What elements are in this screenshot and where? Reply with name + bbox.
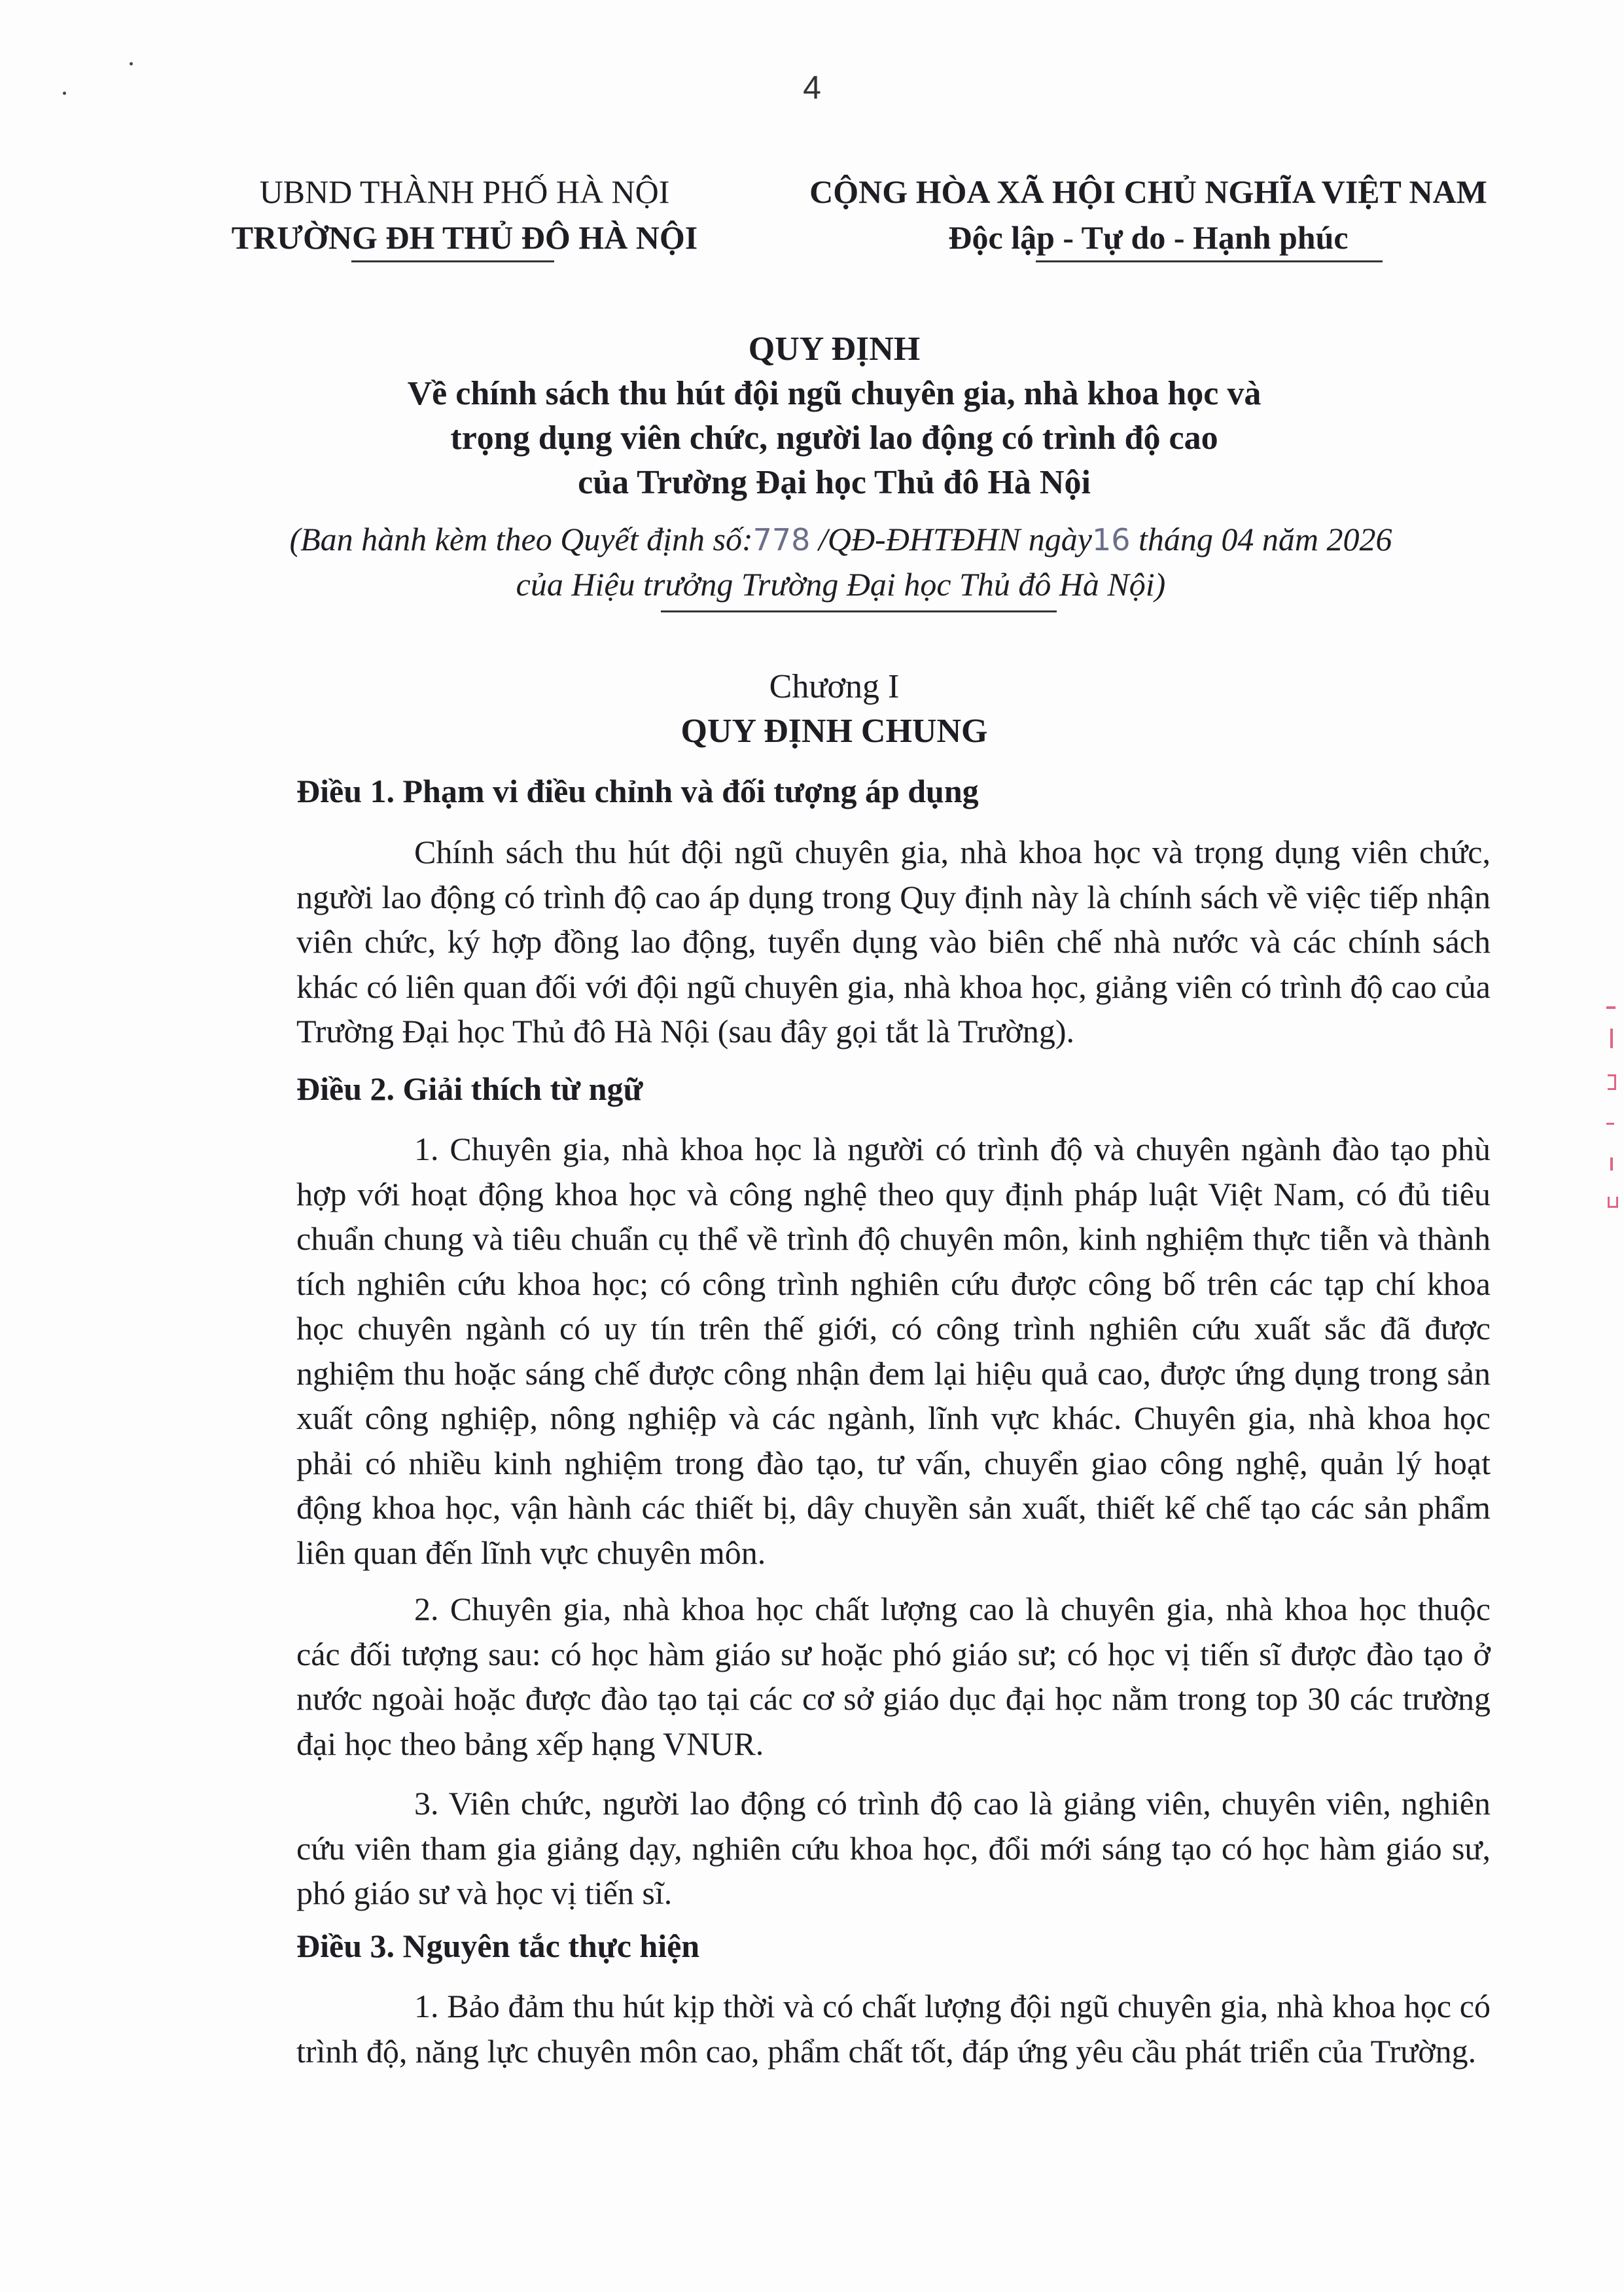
issuance-day-handwritten: 16 [1091,522,1131,557]
title-heading: QUY ĐỊNH [748,330,921,368]
authority-underline [351,260,554,262]
article-2-paragraph-2 [296,1587,1491,1766]
issuance-note [190,517,1492,607]
chapter-label: Chương I [769,668,900,705]
article-3-item-1-text: 1. Bảo đảm thu hút kịp thời và có chất lượng đội ngũ chuyên gia, nhà khoa học có trình độ, năng lực chuyên môn cao, phẩm chất tốt, đáp ứng yêu cầu phát triển của Trường. [296,1988,1491,2070]
page-number: 4 [803,69,821,106]
article-1-heading: Điều 1. Phạm vi điều chỉnh và đối tượng áp dụng [296,773,979,809]
article-1-text: Chính sách thu hút đội ngũ chuyên gia, nhà khoa học và trọng dụng viên chức, người lao động có trình độ cao áp dụng trong Quy định này là chính sách về việc tiếp nhận viên chức, ký hợp đồng lao động, tuyển dụng vào biên chế nhà nước và các chính sách khác có liên quan đối với đội ngũ chuyên gia, nhà khoa học, giảng viên có trình độ cao của Trường Đại học Thủ đô Hà Nội (sau đây gọi tắt là Trường). [296,834,1491,1049]
country-name: CỘNG HÒA XÃ HỘI CHỦ NGHĨA VIỆT NAM [809,173,1487,210]
authority-line-1: UBND THÀNH PHỐ HÀ NỘI [259,173,670,210]
scan-speck [63,92,66,95]
issuance-underline [661,610,1057,612]
decision-number-handwritten: 778 [752,522,811,557]
article-2-item-2-text: 2. Chuyên gia, nhà khoa học chất lượng cao là chuyên gia, nhà khoa học thuộc các đối tượng sau: có học hàm giáo sư hoặc phó giáo sư; có học vị tiến sĩ được đào tạo ở nước ngoài hoặc được đào tạo tại các cơ sở giáo dục đại học nằm trong top 30 các trường đại học theo bảng xếp hạng VNUR. [296,1591,1491,1762]
motto-underline [1036,260,1383,262]
title-line-2: trọng dụng viên chức, người lao động có trình độ cao [450,419,1218,457]
issuance-line-1 [190,517,1492,562]
issuance-suffix: tháng 04 năm 2026 [1130,521,1392,557]
document-title [196,327,1472,505]
authority-line-2: TRƯỜNG ĐH THỦ ĐÔ HÀ NỘI [231,219,698,256]
article-2-item-1-text: 1. Chuyên gia, nhà khoa học là người có trình độ và chuyên ngành đào tạo phù hợp với hoạt động khoa học và công nghệ theo quy định pháp luật Việt Nam, có đủ tiêu chuẩn chung và tiêu chuẩn cụ thể về trình độ chuyên môn, kinh nghiệm thực tiễn và thành tích nghiên cứu khoa học; có công trình nghiên cứu được công bố trên các tạp chí khoa học chuyên ngành có uy tín trên thế giới, có công trình nghiên cứu xuất sắc đã được nghiệm thu hoặc sáng chế được công nhận đem lại hiệu quả cao, được ứng dụng trong sản xuất công nghiệp, nông nghiệp và các ngành, lĩnh vực khác. Chuyên gia, nhà khoa học phải có nhiều kinh nghiệm trong đào tạo, tư vấn, chuyển giao công nghệ, quản lý hoạt động khoa học, vận hành các thiết bị, dây chuyền sản xuất, thiết kế chế tạo các sản phẩm liên quan đến lĩnh vực chuyên môn. [296,1131,1491,1571]
article-2-paragraph-3 [296,1781,1491,1916]
chapter-heading [196,665,1472,754]
issuance-line-2: của Hiệu trưởng Trường Đại học Thủ đô Hà Nội) [516,566,1166,603]
article-2-paragraph-1 [296,1127,1491,1575]
article-2-item-3-text: 3. Viên chức, người lao động có trình độ cao là giảng viên, chuyên viên, nghiên cứu viên tham gia giảng dạy, nghiên cứu khoa học, đổi mới sáng tạo có học hàm giáo sư, phó giáo sư và học vị tiến sĩ. [296,1785,1491,1911]
scan-speck [130,62,133,65]
article-1-paragraph [296,830,1491,1054]
article-3-paragraph-1 [296,1984,1491,2073]
stamp-edge-mark [1606,1001,1618,1241]
chapter-name: QUY ĐỊNH CHUNG [680,713,988,750]
motto: Độc lập - Tự do - Hạnh phúc [948,219,1349,256]
title-line-3: của Trường Đại học Thủ đô Hà Nội [578,464,1091,501]
national-motto [766,169,1531,260]
issuing-authority [190,169,739,260]
article-3-heading: Điều 3. Nguyên tắc thực hiện [296,1928,700,1964]
article-2-heading: Điều 2. Giải thích từ ngữ [296,1070,643,1107]
issuance-prefix: (Ban hành kèm theo Quyết định số: [289,521,753,557]
issuance-mid: /QĐ-ĐHTĐHN ngày [810,521,1092,557]
title-line-1: Về chính sách thu hút đội ngũ chuyên gia, nhà khoa học và [407,375,1262,412]
